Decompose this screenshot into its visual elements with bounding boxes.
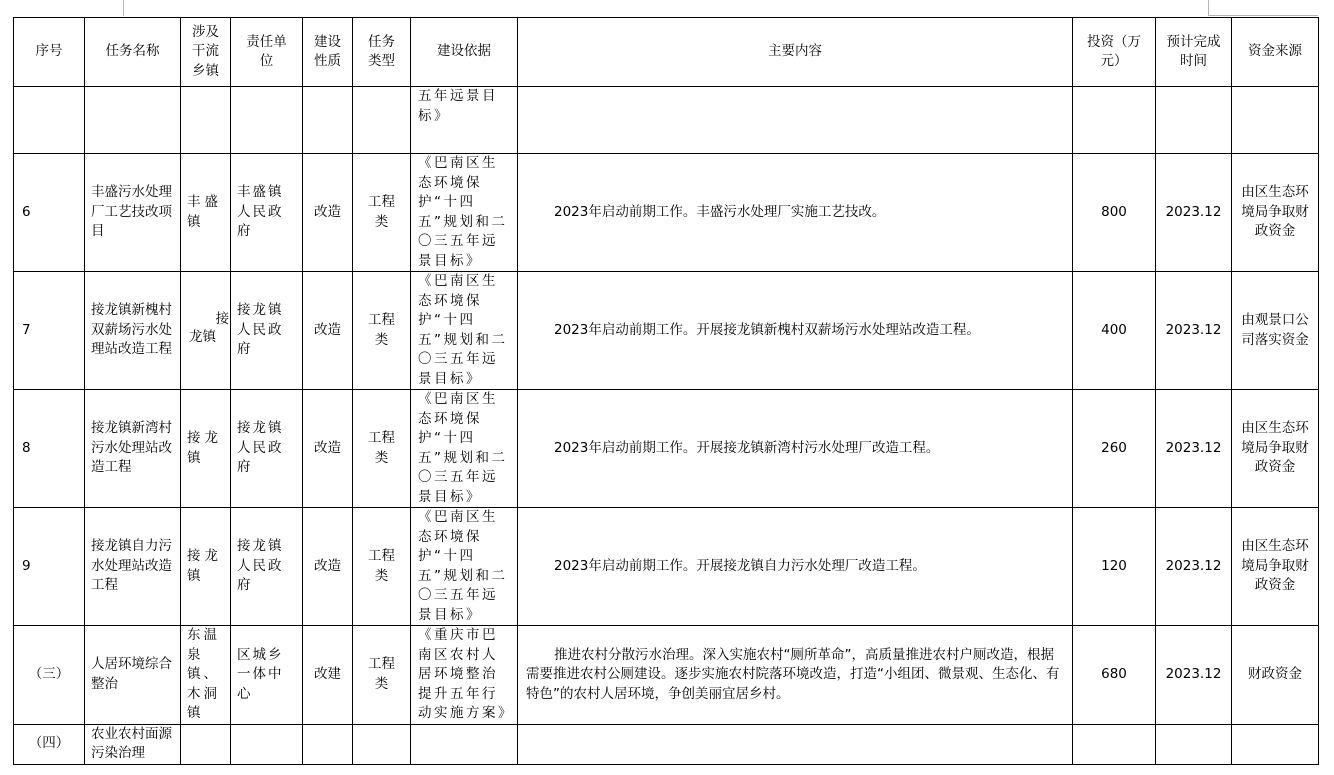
cell-invest: 400 bbox=[1073, 272, 1156, 390]
table-row bbox=[14, 87, 1319, 154]
cell-content: 2023年启动前期工作。丰盛污水处理厂实施工艺技改。 bbox=[518, 154, 1073, 272]
cell-time bbox=[1156, 87, 1232, 154]
cell-type bbox=[353, 724, 411, 764]
cell-fund: 财政资金 bbox=[1232, 626, 1319, 725]
header-no: 序号 bbox=[14, 18, 85, 87]
cell-towns bbox=[181, 272, 231, 390]
cell-time: 2023.12 bbox=[1156, 626, 1232, 725]
cell-towns: 接龙镇 bbox=[181, 508, 231, 626]
cell-invest: 120 bbox=[1073, 508, 1156, 626]
cell-type: 工程类 bbox=[353, 390, 411, 508]
cell-task: 丰盛污水处理厂工艺技改项目 bbox=[85, 154, 181, 272]
cell-type: 工程类 bbox=[353, 508, 411, 626]
table-row bbox=[14, 272, 1319, 390]
cell-unit: 接龙镇人民政府 bbox=[231, 272, 303, 390]
cell-unit: 接龙镇人民政府 bbox=[231, 390, 303, 508]
page-corner-mark-left-v bbox=[123, 0, 124, 16]
header-type: 任务类型 bbox=[353, 18, 411, 87]
cell-fund: 由区生态环境局争取财政资金 bbox=[1232, 508, 1319, 626]
cell-basis: 《巴南区生态环境保护“十四五”规划和二〇三五年远景目标》 bbox=[411, 154, 518, 272]
task-table bbox=[13, 17, 1319, 765]
cell-content: 推进农村分散污水治理。深入实施农村“厕所革命”，高质量推进农村户厕改造，根据需要推进农村公厕建设。逐步实施农村院落环境改造，打造“小组团、微景观、生态化、有特色”的农村人居环境，争创美丽宜居乡村。 bbox=[518, 626, 1073, 725]
cell-towns: 东温泉镇、木洞镇 bbox=[181, 626, 231, 725]
cell-towns-part-1: 接 bbox=[215, 311, 229, 327]
cell-towns: 接龙镇 bbox=[181, 390, 231, 508]
cell-unit bbox=[231, 87, 303, 154]
table-row bbox=[14, 724, 1319, 764]
cell-time: 2023.12 bbox=[1156, 390, 1232, 508]
cell-invest bbox=[1073, 87, 1156, 154]
cell-no bbox=[14, 87, 85, 154]
table-row bbox=[14, 390, 1319, 508]
cell-nature bbox=[303, 87, 353, 154]
header-fund: 资金来源 bbox=[1232, 18, 1319, 87]
cell-basis: 《巴南区生态环境保护“十四五”规划和二〇三五年远景目标》 bbox=[411, 272, 518, 390]
table-row bbox=[14, 508, 1319, 626]
page-corner-mark-right-v bbox=[1208, 0, 1209, 16]
header-basis: 建设依据 bbox=[411, 18, 518, 87]
cell-task: 接龙镇自力污水处理站改造工程 bbox=[85, 508, 181, 626]
cell-nature: 改造 bbox=[303, 508, 353, 626]
cell-content: 2023年启动前期工作。开展接龙镇新槐村双薪场污水处理站改造工程。 bbox=[518, 272, 1073, 390]
cell-task: 接龙镇新湾村污水处理站改造工程 bbox=[85, 390, 181, 508]
cell-unit: 丰盛镇人民政府 bbox=[231, 154, 303, 272]
cell-no: （三） bbox=[14, 626, 85, 725]
cell-fund: 由观景口公司落实资金 bbox=[1232, 272, 1319, 390]
cell-nature: 改造 bbox=[303, 154, 353, 272]
cell-unit bbox=[231, 724, 303, 764]
cell-invest: 800 bbox=[1073, 154, 1156, 272]
cell-nature bbox=[303, 724, 353, 764]
cell-towns-part-2: 龙镇 bbox=[189, 329, 216, 345]
cell-nature: 改建 bbox=[303, 626, 353, 725]
cell-fund bbox=[1232, 87, 1319, 154]
cell-task: 接龙镇新槐村双薪场污水处理站改造工程 bbox=[85, 272, 181, 390]
header-towns: 涉及干流乡镇 bbox=[181, 18, 231, 87]
cell-basis: 《巴南区生态环境保护“十四五”规划和二〇三五年远景目标》 bbox=[411, 508, 518, 626]
cell-invest: 260 bbox=[1073, 390, 1156, 508]
cell-type: 工程类 bbox=[353, 272, 411, 390]
cell-fund: 由区生态环境局争取财政资金 bbox=[1232, 154, 1319, 272]
cell-task: 农业农村面源污染治理 bbox=[85, 724, 181, 764]
cell-basis: 《巴南区生态环境保护“十四五”规划和二〇三五年远景目标》 bbox=[411, 390, 518, 508]
cell-unit: 接龙镇人民政府 bbox=[231, 508, 303, 626]
cell-invest: 680 bbox=[1073, 626, 1156, 725]
cell-content bbox=[518, 87, 1073, 154]
page-corner-mark-right-h bbox=[1208, 15, 1318, 16]
cell-content: 2023年启动前期工作。开展接龙镇自力污水处理厂改造工程。 bbox=[518, 508, 1073, 626]
cell-time: 2023.12 bbox=[1156, 272, 1232, 390]
cell-time: 2023.12 bbox=[1156, 154, 1232, 272]
cell-time bbox=[1156, 724, 1232, 764]
header-row bbox=[14, 18, 1319, 87]
cell-type bbox=[353, 87, 411, 154]
cell-task: 人居环境综合整治 bbox=[85, 626, 181, 725]
cell-task bbox=[85, 87, 181, 154]
cell-time: 2023.12 bbox=[1156, 508, 1232, 626]
cell-towns: 丰盛镇 bbox=[181, 154, 231, 272]
cell-no: 8 bbox=[14, 390, 85, 508]
table-row bbox=[14, 626, 1319, 725]
cell-no: （四） bbox=[14, 724, 85, 764]
cell-towns bbox=[181, 87, 231, 154]
cell-basis: 五年远景目标》 bbox=[411, 87, 518, 154]
cell-no: 9 bbox=[14, 508, 85, 626]
header-time: 预计完成时间 bbox=[1156, 18, 1232, 87]
cell-content: 2023年启动前期工作。开展接龙镇新湾村污水处理厂改造工程。 bbox=[518, 390, 1073, 508]
cell-type: 工程类 bbox=[353, 154, 411, 272]
table-row bbox=[14, 154, 1319, 272]
cell-fund bbox=[1232, 724, 1319, 764]
cell-type: 工程类 bbox=[353, 626, 411, 725]
cell-basis: 《重庆市巴南区农村人居环境整治提升五年行动实施方案》 bbox=[411, 626, 518, 725]
header-nature: 建设性质 bbox=[303, 18, 353, 87]
cell-nature: 改造 bbox=[303, 272, 353, 390]
cell-no: 6 bbox=[14, 154, 85, 272]
header-task: 任务名称 bbox=[85, 18, 181, 87]
cell-towns bbox=[181, 724, 231, 764]
header-invest: 投资（万元） bbox=[1073, 18, 1156, 87]
header-content: 主要内容 bbox=[518, 18, 1073, 87]
cell-basis bbox=[411, 724, 518, 764]
cell-no: 7 bbox=[14, 272, 85, 390]
cell-nature: 改造 bbox=[303, 390, 353, 508]
cell-fund: 由区生态环境局争取财政资金 bbox=[1232, 390, 1319, 508]
header-unit: 责任单位 bbox=[231, 18, 303, 87]
cell-unit: 区城乡一体中心 bbox=[231, 626, 303, 725]
cell-content bbox=[518, 724, 1073, 764]
cell-invest bbox=[1073, 724, 1156, 764]
